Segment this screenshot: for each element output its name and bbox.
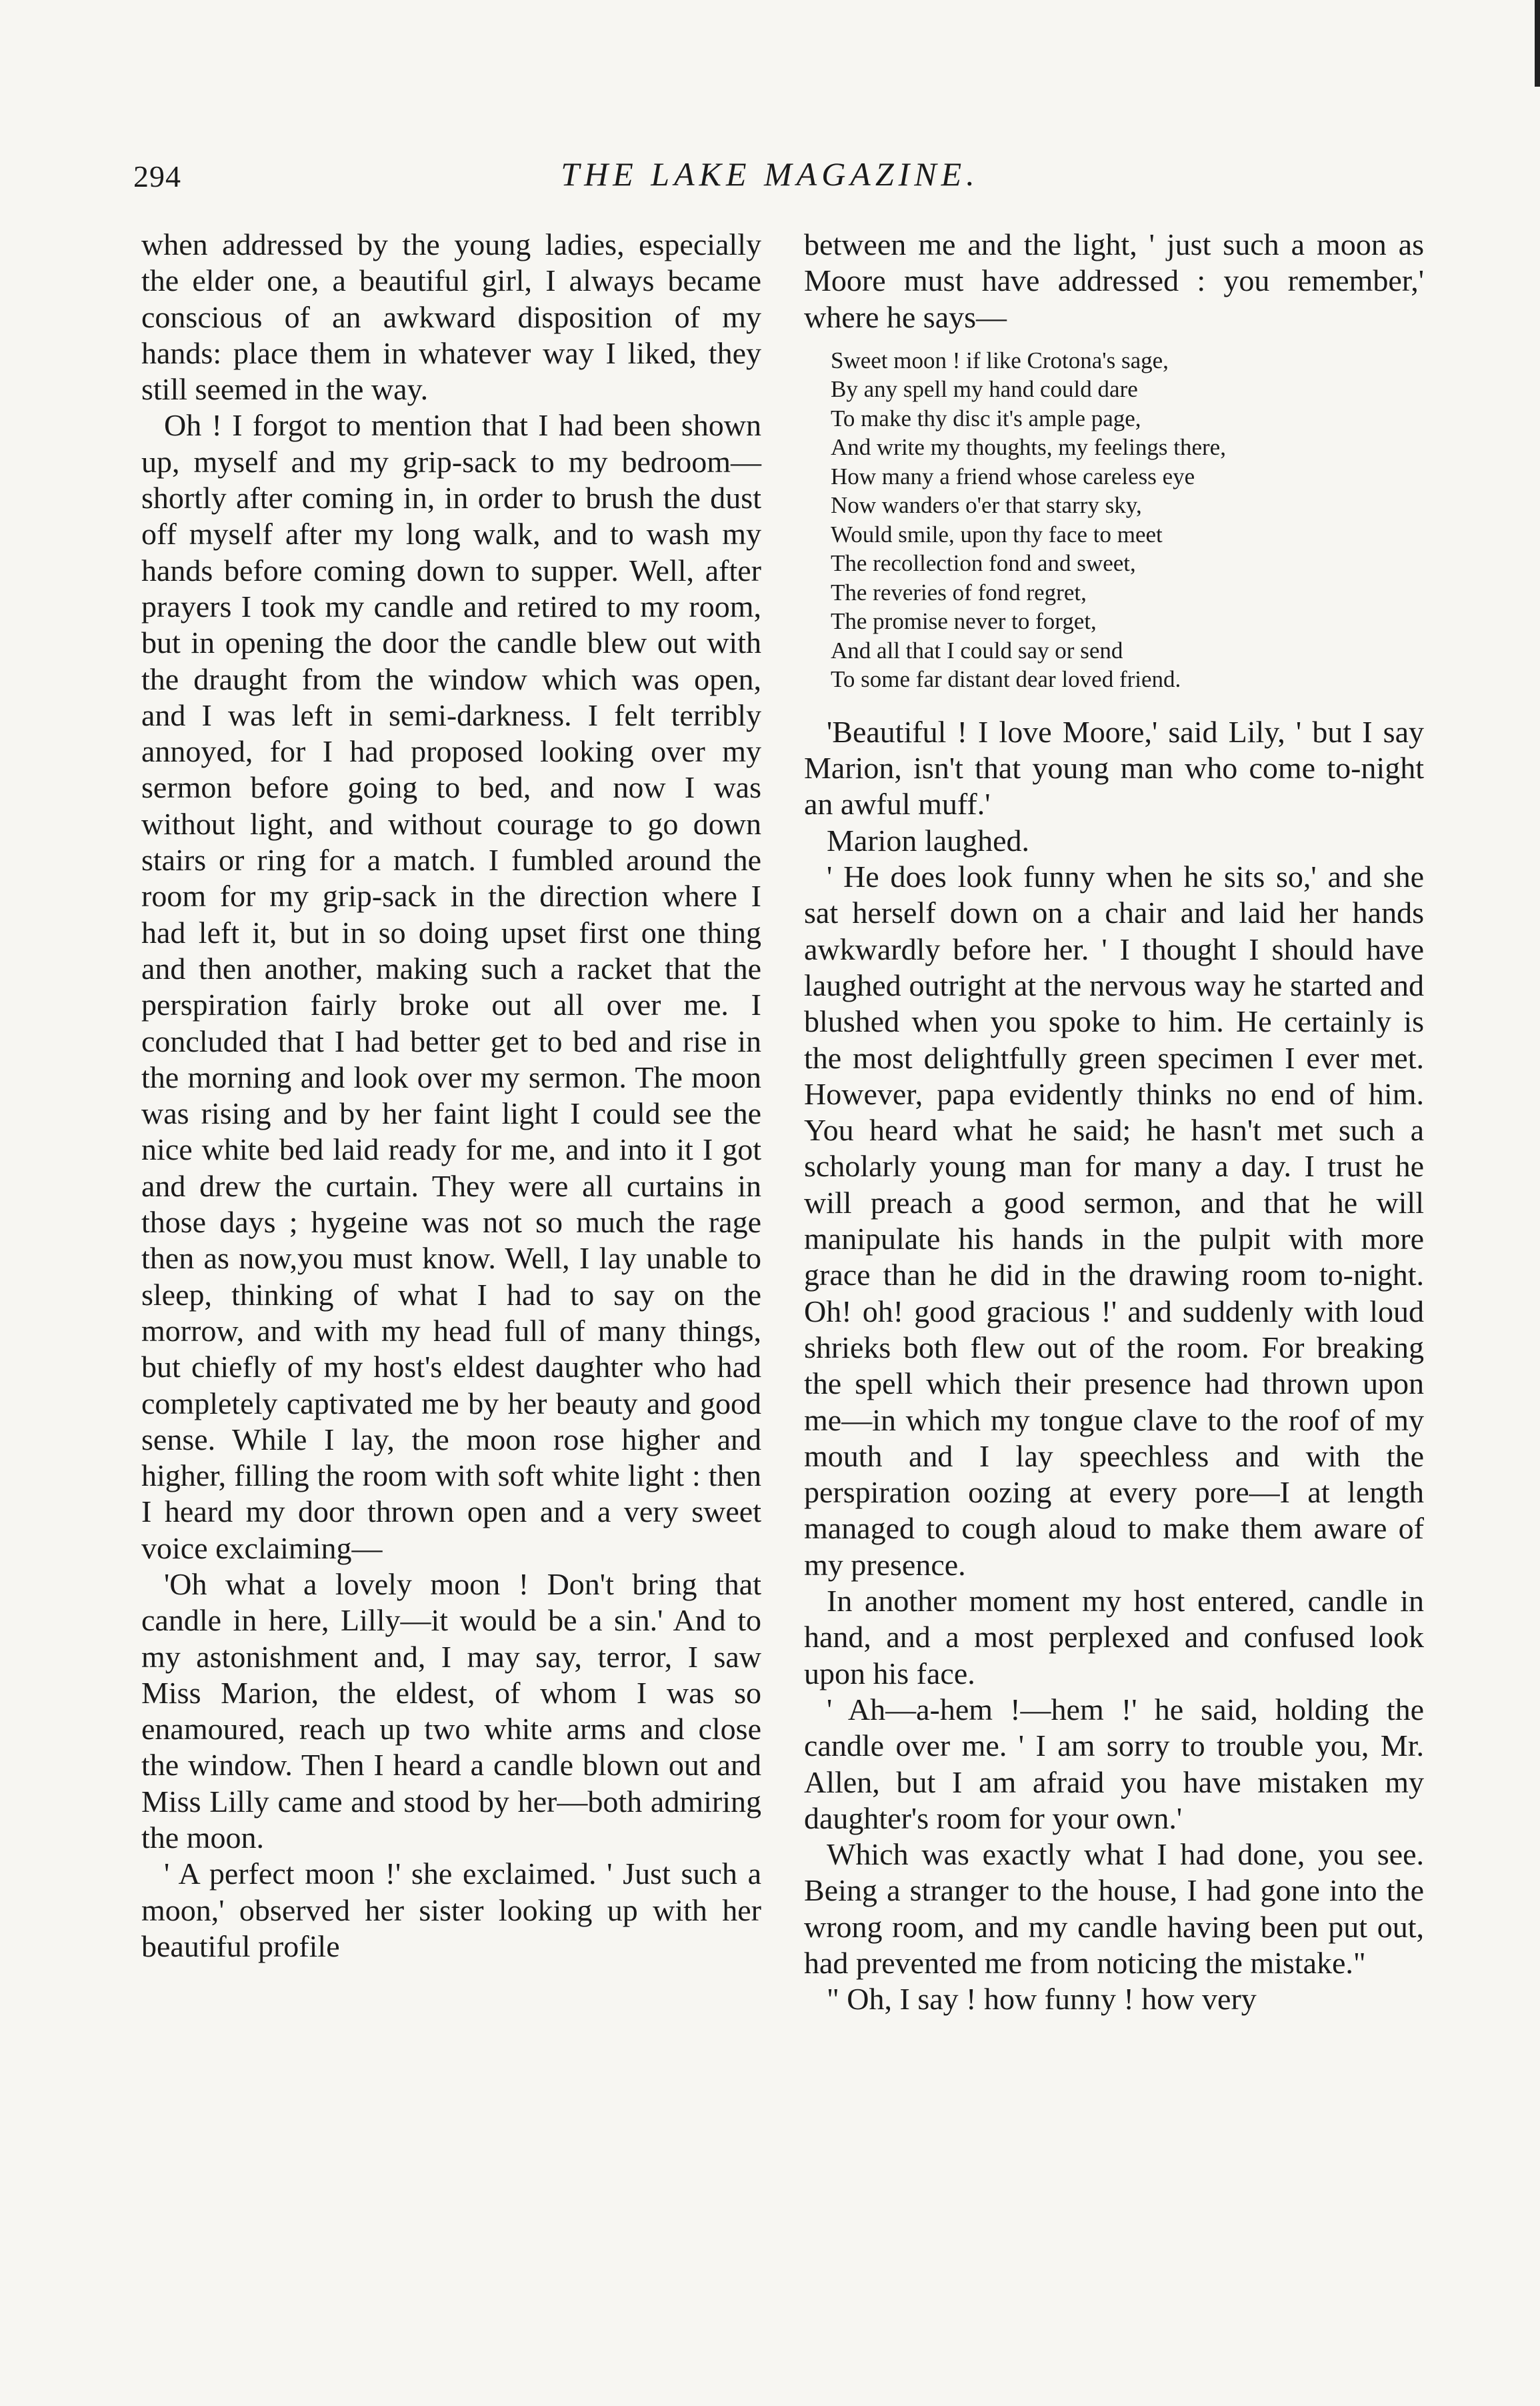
paragraph: In another moment my host entered, candle in hand, and a most perplexed and confused look upon his face. bbox=[804, 1584, 1424, 1690]
poem-line: The promise never to forget, bbox=[831, 608, 1097, 635]
left-column bbox=[141, 227, 761, 1965]
paragraph: ' Ah—a-hem !—hem !' he said, holding the candle over me. ' I am sorry to trouble you, Mr. Allen, but I am afraid you have mistaken my daughter's room for your own.' bbox=[804, 1692, 1424, 1835]
page-edge-shadow bbox=[1535, 0, 1540, 87]
poem-line: To make thy disc it's ample page, bbox=[831, 405, 1141, 431]
paragraph: ' He does look funny when he sits so,' and she sat herself down on a chair and laid her hands awkwardly before her. ' I thought I should have laughed outright at the nervous way he started and blushed when you spoke to him. He certainly is the most delightfully green specimen I ever met. However, papa evidently thinks no end of him. You heard what he said; he hasn't met such a scholarly young man for many a day. I trust he will preach a good sermon, and that he will manipulate his hands in the pulpit with more grace than he did in the drawing room to-night. Oh! oh! good gracious !' and suddenly with loud shrieks both flew out of the room. For breaking the spell which their presence had thrown upon me—in which my tongue clave to the roof of my mouth and I lay speechless and with the perspiration oozing at every pore—I at length managed to cough aloud to make them aware of my presence. bbox=[804, 860, 1424, 1582]
paragraph: " Oh, I say ! how funny ! how very bbox=[827, 1982, 1257, 2017]
paragraph: ' A perfect moon !' she exclaimed. ' Just such a moon,' observed her sister looking up with her beautiful profile bbox=[141, 1857, 761, 1963]
poem-line: Now wanders o'er that starry sky, bbox=[831, 492, 1142, 519]
paragraph: between me and the light, ' just such a moon as Moore must have addressed : you remember,' where he says— bbox=[804, 227, 1424, 334]
paragraph: Oh ! I forgot to mention that I had been shown up, myself and my grip-sack to my bedroom—shortly after coming in, in order to brush the dust off myself after my long walk, and to wash my hands before coming down to supper. Well, after prayers I took my candle and retired to my room, but in opening the door the candle blew out with the draught from the window which was open, and I was left in semi-darkness. I felt terribly annoyed, for I had proposed looking over my sermon before going to bed, and now I was without light, and without courage to go down stairs or ring for a match. I fumbled around the room for my grip-sack in the direction where I had left it, but in so doing upset first one thing and then another, making such a racket that the perspiration fairly broke out all over me. I concluded that I had better get to bed and rise in the morning and look over my sermon. The moon was rising and by her faint light I could see the nice white bed laid ready for me, and into it I got and drew the curtain. They were all curtains in those days ; hygeine was not so much the rage then as now,you must know. Well, I lay unable to sleep, thinking of what I had to say on the morrow, and with my head full of many things, but chiefly of my host's eldest daughter who had completely captivated me by her beauty and good sense. While I lay, the moon rose higher and higher, filling the room with soft white light : then I heard my door thrown open and a very sweet voice exclaiming— bbox=[141, 408, 761, 1565]
poem-line: Sweet moon ! if like Crotona's sage, bbox=[831, 347, 1169, 373]
right-column bbox=[804, 227, 1424, 2018]
page-number: 294 bbox=[133, 159, 181, 193]
poem-line: Would smile, upon thy face to meet bbox=[831, 521, 1163, 547]
poem-line: How many a friend whose careless eye bbox=[831, 463, 1195, 489]
poem-line: And all that I could say or send bbox=[831, 637, 1123, 664]
poem-line: The recollection fond and sweet, bbox=[831, 550, 1136, 577]
poem-line: And write my thoughts, my feelings there, bbox=[831, 434, 1226, 461]
poem-line: The reveries of fond regret, bbox=[831, 579, 1087, 606]
paragraph: 'Beautiful ! I love Moore,' said Lily, ' but I say Marion, isn't that young man who come to-night an awful muff.' bbox=[804, 714, 1424, 822]
running-title: THE LAKE MAGAZINE. bbox=[561, 155, 979, 193]
paragraph: Marion laughed. bbox=[827, 823, 1030, 858]
poem-line: By any spell my hand could dare bbox=[831, 376, 1138, 403]
paragraph: when addressed by the young ladies, especially the elder one, a beautiful girl, I always became conscious of an awkward disposition of my hands: place them in whatever way I liked, they still seemed in the way. bbox=[141, 227, 761, 407]
paragraph: 'Oh what a lovely moon ! Don't bring that candle in here, Lilly—it would be a sin.' And to my astonishment and, I may say, terror, I saw Miss Marion, the eldest, of whom I was so enamoured, reach up two white arms and close the window. Then I heard a candle blown out and Miss Lilly came and stood by her—both admiring the moon. bbox=[141, 1566, 761, 1855]
paragraph: Which was exactly what I had done, you see. Being a stranger to the house, I had gone into the wrong room, and my candle having been put out, had prevented me from noticing the mistake." bbox=[804, 1837, 1424, 1980]
poem-block bbox=[831, 346, 1424, 694]
poem-line: To some far distant dear loved friend. bbox=[831, 666, 1181, 693]
